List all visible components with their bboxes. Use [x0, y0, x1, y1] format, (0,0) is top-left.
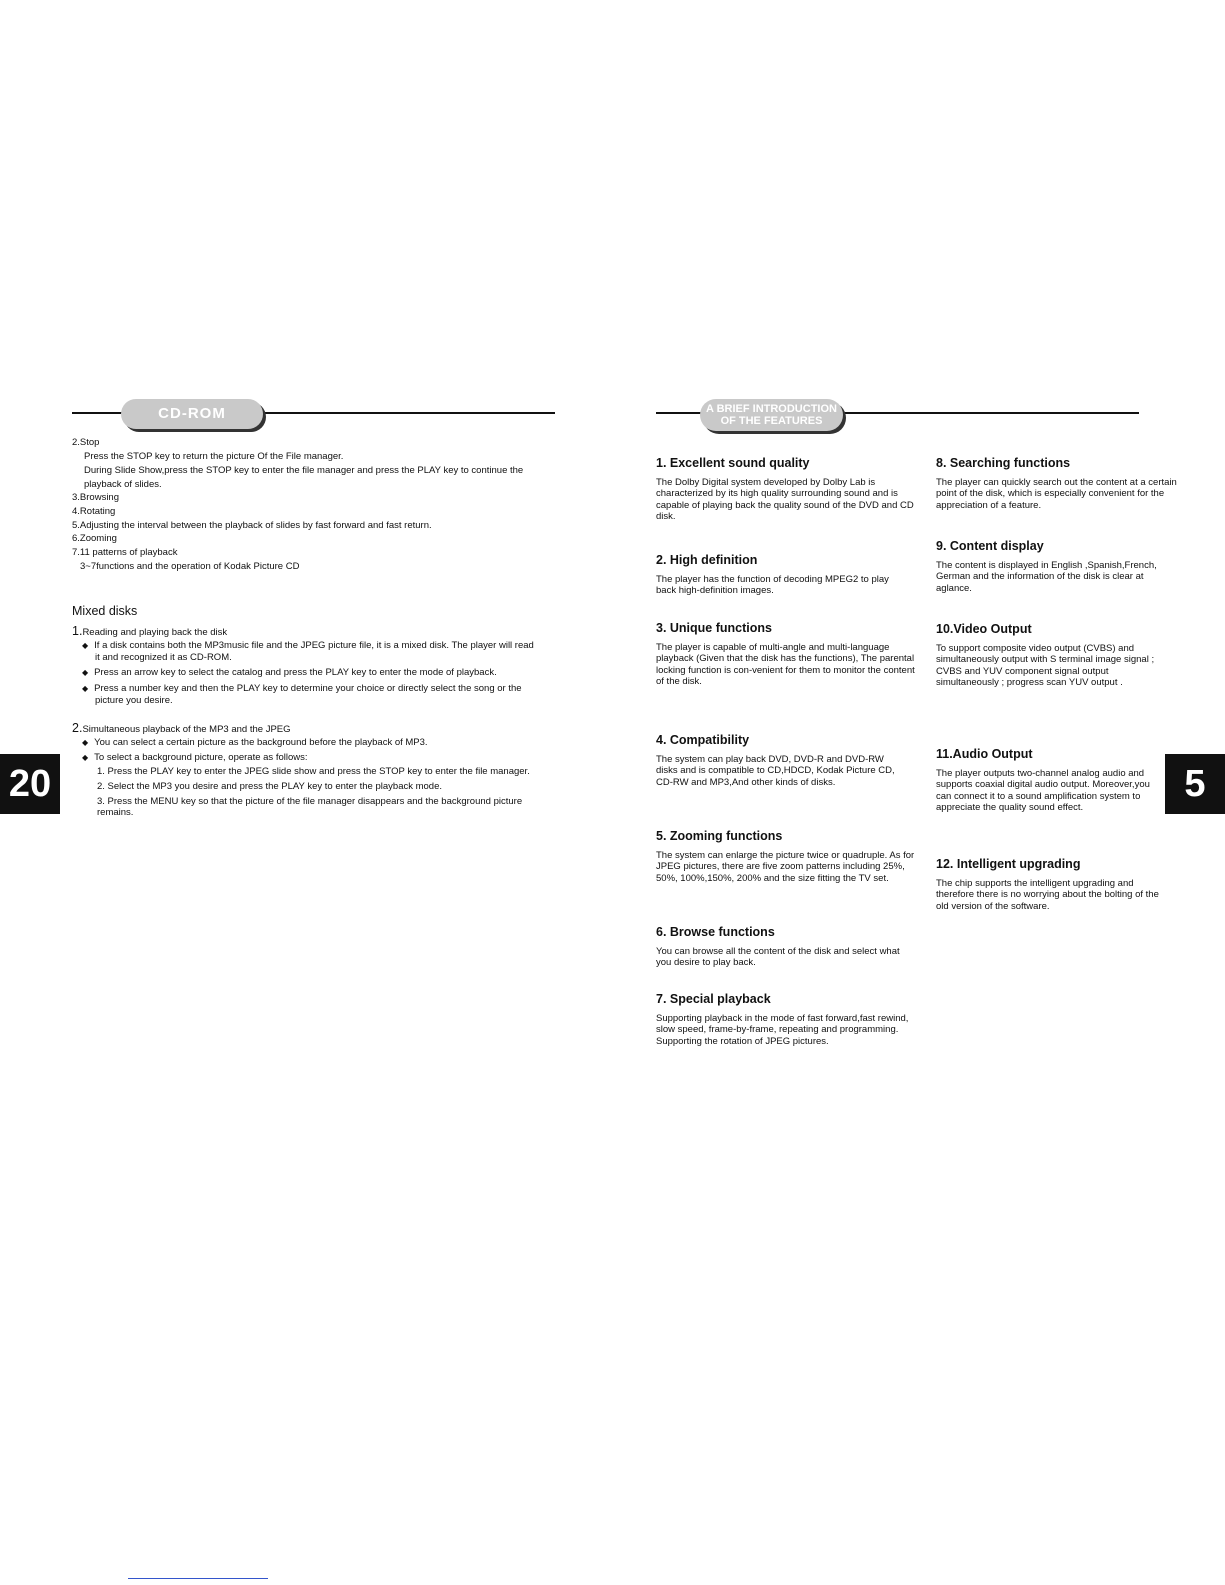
diamond-bullet-icon: ◆	[82, 641, 89, 650]
feature-3	[656, 621, 916, 688]
feature-7	[656, 992, 916, 1047]
mixed-bullet-2	[82, 667, 497, 678]
stop-line-3: playback of slides.	[84, 479, 162, 490]
feature-6-title: 6. Browse functions	[656, 925, 775, 939]
mixed-disks-heading: Mixed disks	[72, 604, 138, 618]
stop-title: 2.Stop	[72, 437, 100, 448]
item-patterns-note: 3~7functions and the operation of Kodak Picture CD	[80, 561, 300, 572]
item-browsing: 3.Browsing	[72, 492, 119, 503]
feature-1-text: The Dolby Digital system developed by Dolby Lab is characterized by its high quality surrounding sound and is capable of playing back the quality sound of the DVD and CD disk.	[656, 477, 914, 523]
mixed-bullet-5	[82, 752, 308, 763]
stop-line-1: Press the STOP key to return the picture Of the File manager.	[84, 451, 344, 462]
diamond-bullet-icon: ◆	[82, 738, 89, 747]
feature-3-title: 3. Unique functions	[656, 621, 772, 635]
mixed-bullet-1	[82, 640, 534, 651]
mixed-step-3: 3. Press the MENU key so that the picture of the file manager disappears and the background picture	[97, 796, 523, 807]
feature-1-title: 1. Excellent sound quality	[656, 456, 810, 470]
mixed-section-2-text: Simultaneous playback of the MP3 and the JPEG	[82, 724, 291, 735]
left-page-number: 20	[0, 754, 60, 814]
diamond-bullet-icon: ◆	[82, 753, 89, 762]
feature-11	[936, 747, 1196, 814]
item-zooming: 6.Zooming	[72, 533, 117, 544]
feature-9	[936, 539, 1196, 594]
mixed-section-1-title	[72, 624, 227, 638]
feature-2-text: The player has the function of decoding MPEG2 to play back high-definition images.	[656, 574, 889, 597]
right-header-line-2: OF THE FEATURES	[720, 415, 823, 427]
feature-12	[936, 857, 1196, 912]
feature-7-title: 7. Special playback	[656, 992, 771, 1006]
feature-7-text: Supporting playback in the mode of fast forward,fast rewind, slow speed, frame-by-frame, repeating and programming. Supporting the rotation of JPEG pictures.	[656, 1013, 909, 1047]
mixed-bullet-1-cont: it and recognized it as CD-ROM.	[95, 652, 232, 663]
feature-12-text: The chip supports the intelligent upgrading and therefore there is no worrying about the bolting of the old version of the software.	[936, 878, 1159, 912]
feature-8-title: 8. Searching functions	[936, 456, 1071, 470]
feature-4-text: The system can play back DVD, DVD-R and DVD-RW disks and is compatible to CD,HDCD, Kodak Picture CD, CD-RW and MP3,And other kinds of disks.	[656, 754, 895, 788]
mixed-bullet-3-cont: picture you desire.	[95, 695, 173, 706]
feature-9-text: The content is displayed in English ,Spanish,French, German and the information of the disk is clear at aglance.	[936, 560, 1157, 594]
mixed-bullet-4-text: You can select a certain picture as the background before the playback of MP3.	[94, 737, 428, 748]
mixed-step-3-cont: remains.	[97, 807, 134, 818]
stop-line-2: During Slide Show,press the STOP key to enter the file manager and press the PLAY key to continue the	[84, 465, 524, 476]
feature-6	[656, 925, 916, 969]
feature-4	[656, 733, 916, 788]
diamond-bullet-icon: ◆	[82, 684, 89, 693]
mixed-bullet-4	[82, 737, 428, 748]
right-header-label	[700, 399, 843, 431]
mixed-section-1-num: 1.	[72, 624, 83, 638]
mixed-bullet-1-text: If a disk contains both the MP3music file and the JPEG picture file, it is a mixed disk. The player will read	[94, 640, 534, 651]
feature-4-title: 4. Compatibility	[656, 733, 750, 747]
mixed-section-2-title	[72, 721, 291, 735]
feature-12-title: 12. Intelligent upgrading	[936, 857, 1081, 871]
right-header-line-1: A BRIEF INTRODUCTION	[706, 403, 837, 415]
diamond-bullet-icon: ◆	[82, 668, 89, 677]
mixed-section-1-text: Reading and playing back the disk	[82, 627, 228, 638]
feature-11-text: The player outputs two-channel analog audio and supports coaxial digital audio output. Moreover,you can connect it to a sound amplification system to appreciate the quality sound effect.	[936, 768, 1150, 814]
mixed-bullet-3	[82, 683, 522, 694]
feature-5-title: 5. Zooming functions	[656, 829, 783, 843]
mixed-section-2-num: 2.	[72, 721, 83, 735]
feature-1	[656, 456, 916, 523]
left-header-label: CD-ROM	[121, 399, 263, 429]
feature-10-text: To support composite video output (CVBS) and simultaneously output with S terminal image signal ; CVBS and YUV component signal output simultaneously ; progress scan YUV output .	[936, 643, 1155, 689]
feature-10-title: 10.Video Output	[936, 622, 1032, 636]
item-patterns: 7.11 patterns of playback	[72, 547, 178, 558]
mixed-step-2: 2. Select the MP3 you desire and press the PLAY key to enter the playback mode.	[97, 781, 443, 792]
feature-2	[656, 553, 916, 597]
footer-link-line	[128, 1578, 268, 1579]
feature-2-title: 2. High definition	[656, 553, 758, 567]
mixed-bullet-5-text: To select a background picture, operate as follows:	[94, 752, 308, 763]
feature-3-text: The player is capable of multi-angle and multi-language playback (Given that the disk has the functions), The parental locking function is con-venient for them to monitor the content of the disk.	[656, 642, 915, 688]
feature-9-title: 9. Content display	[936, 539, 1044, 553]
mixed-step-1: 1. Press the PLAY key to enter the JPEG slide show and press the STOP key to enter the file manager.	[97, 766, 530, 777]
feature-8	[936, 456, 1196, 511]
feature-8-text: The player can quickly search out the content at a certain point of the disk, which is especially convenient for the appreciation of a feature.	[936, 477, 1177, 511]
item-rotating: 4.Rotating	[72, 506, 116, 517]
feature-6-text: You can browse all the content of the disk and select what you desire to play back.	[656, 946, 900, 969]
right-page-number: 5	[1165, 754, 1225, 814]
item-interval: 5.Adjusting the interval between the playback of slides by fast forward and fast return.	[72, 520, 432, 531]
mixed-bullet-3-text: Press a number key and then the PLAY key to determine your choice or directly select the song or the	[94, 683, 522, 694]
mixed-bullet-2-text: Press an arrow key to select the catalog and press the PLAY key to enter the mode of playback.	[94, 667, 497, 678]
feature-5	[656, 829, 916, 884]
feature-10	[936, 622, 1196, 689]
feature-5-text: The system can enlarge the picture twice or quadruple. As for JPEG pictures, there are five zoom patterns including 25%, 50%, 100%,150%, 200% and the size fitting the TV set.	[656, 850, 915, 884]
feature-11-title: 11.Audio Output	[936, 747, 1033, 761]
